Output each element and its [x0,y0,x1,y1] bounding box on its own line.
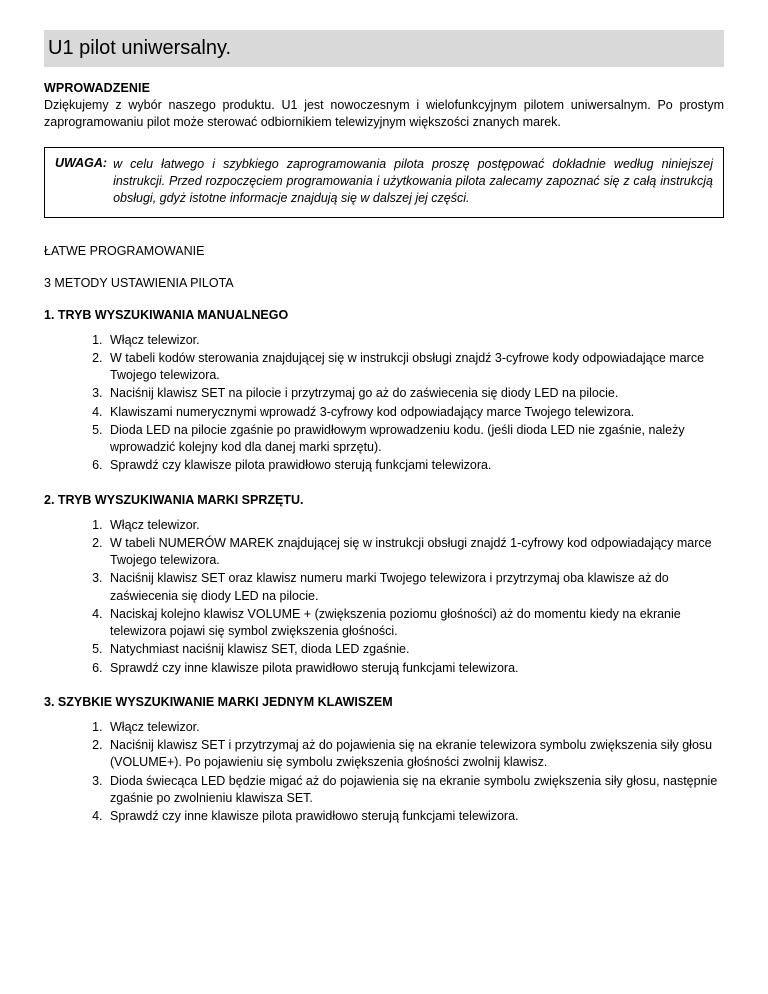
list-item: 3. Naciśnij klawisz SET na pilocie i przytrzymaj go aż do zaświecenia się diody LED na pilocie. [106,385,724,402]
section-2-heading: 2. TRYB WYSZUKIWANIA MARKI SPRZĘTU. [44,492,304,507]
list-item: 4. Sprawdź czy inne klawisze pilota prawidłowo sterują funkcjami telewizora. [106,808,724,825]
list-item: 3. Naciśnij klawisz SET oraz klawisz numeru marki Twojego telewizora i przytrzymaj oba klawisze aż do zaświecenia się diody LED na pilocie. [106,570,724,605]
list-item: 4. Naciskaj kolejno klawisz VOLUME + (zwiększenia poziomu głośności) aż do momentu kiedy na ekranie telewizora pojawi się symbol zwiększenia głośności. [106,606,724,641]
list-item: 5. Natychmiast naciśnij klawisz SET, dioda LED zgaśnie. [106,641,724,658]
methods-heading: 3 METODY USTAWIENIA PILOTA [44,275,234,290]
list-item: 1. Włącz telewizor. [106,719,724,736]
list-item: 6. Sprawdź czy inne klawisze pilota prawidłowo sterują funkcjami telewizora. [106,660,724,677]
list-item: 2. W tabeli NUMERÓW MAREK znajdującej się w instrukcji obsługi znajdź 1-cyfrowy kod odpowiadający marce Twojego telewizora. [106,535,724,570]
section-3-heading: 3. SZYBKIE WYSZUKIWANIE MARKI JEDNYM KLAWISZEM [44,694,393,709]
list-item: 2. W tabeli kodów sterowania znajdującej się w instrukcji obsługi znajdź 3-cyfrowe kody odpowiadające marce Twojego telewizora. [106,350,724,385]
section-1-heading: 1. TRYB WYSZUKIWANIA MANUALNEGO [44,307,289,322]
list-item: 5. Dioda LED na pilocie zgaśnie po prawidłowym wprowadzeniu kodu. (jeśli dioda LED nie zgaśnie, należy wprowadzić kolejny kod dla danej marki sprzętu). [106,422,724,457]
notice-box [44,147,724,218]
list-item: 3. Dioda świecąca LED będzie migać aż do pojawienia się na ekranie symbolu zwiększenia siły głosu, następnie zgaśnie po zwolnieniu klawisza SET. [106,773,724,808]
notice-label: UWAGA: [55,155,108,170]
list-item: 6. Sprawdź czy klawisze pilota prawidłowo sterują funkcjami telewizora. [106,457,724,474]
easy-programming-heading: ŁATWE PROGRAMOWANIE [44,243,205,258]
intro-paragraph: Dziękujemy z wybór naszego produktu. U1 jest nowoczesnym i wielofunkcyjnym pilotem uniwersalnym. Po prostym zaprogramowaniu pilot może sterować odbiornikiem telewizyjnym większości znanych marek. [44,98,724,129]
list-item: 2. Naciśnij klawisz SET i przytrzymaj aż do pojawienia się na ekranie telewizora symbolu zwiększenia siły głosu (VOLUME+). Po pojawieniu się symbolu zwiększenia głośności zwolnij klawisz. [106,737,724,772]
intro-heading: WPROWADZENIE [44,81,151,95]
list-item: 4. Klawiszami numerycznymi wprowadź 3-cyfrowy kod odpowiadający marce Twojego telewizora. [106,404,724,421]
section-3-steps [44,719,724,826]
list-item: 1. Włącz telewizor. [106,332,724,349]
page-title: U1 pilot uniwersalny. [48,37,232,59]
section-1-steps [44,332,724,475]
document-title-banner [44,30,724,67]
section-2-steps [44,517,724,677]
list-item: 1. Włącz telewizor. [106,517,724,534]
notice-text: w celu łatwego i szybkiego zaprogramowania pilota proszę postępować dokładnie według niniejszej instrukcji. Przed rozpoczęciem programowania i użytkowania pilota zalecamy zapoznać się z całą instrukcją obsługi, gdyż istotne informacje znajdują się w dalszej jej części. [113,156,713,206]
